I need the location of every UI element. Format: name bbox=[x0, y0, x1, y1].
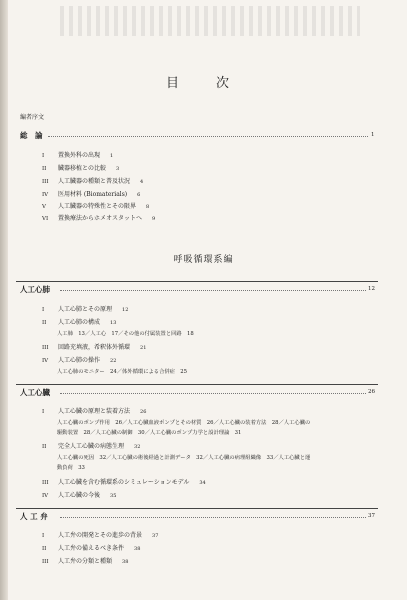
toc-item: I 人工弁の開発とその進歩の背景 37 bbox=[42, 532, 159, 539]
toc-subitems: 人工肺 13／人工心 17／その他の付属装置と回路 18 bbox=[57, 331, 194, 337]
section-shinpai-page: 12 bbox=[368, 286, 375, 292]
toc-item: I 置換外科の出現 1 bbox=[42, 152, 114, 159]
toc-item: VI 置換療法からホメオスタットへ 9 bbox=[42, 215, 156, 222]
toc-item: IV 人工心肺の操作 22 bbox=[42, 357, 117, 364]
section-rule bbox=[16, 384, 378, 385]
toc-item: IV 医用材料 (Biomaterials) 6 bbox=[42, 191, 141, 198]
section-soron-page: 1 bbox=[371, 132, 375, 138]
leader-dots bbox=[60, 517, 366, 518]
leader-dots bbox=[60, 393, 366, 394]
page-title: 目 次 bbox=[165, 76, 241, 91]
toc-subitems: 動負荷 33 bbox=[57, 465, 85, 471]
toc-item: II 人工心肺の構成 13 bbox=[42, 319, 117, 326]
toc-item: I 人工心臓の原理と装着方法 26 bbox=[42, 408, 147, 415]
toc-item: II 完全人工心臓の病態生理 32 bbox=[42, 443, 141, 450]
toc-item: III 人工弁の分類と種類 38 bbox=[42, 558, 129, 565]
toc-item: IV 人工心臓の今後 35 bbox=[42, 492, 117, 499]
section-shinzo-title: 人工心臓 bbox=[20, 388, 50, 397]
toc-subitems: 人工心臓の死因 32／人工心臓の術後経過と計測データ 32／人工心臓の病理組織像 33／人工心臓と運 bbox=[57, 455, 311, 461]
section-rule bbox=[16, 508, 378, 509]
toc-item: I 人工心肺とその原理 12 bbox=[42, 306, 129, 313]
section-rule bbox=[16, 281, 378, 282]
toc-subitems: 人工心肺のモニター 24／体外循環による合併症 25 bbox=[57, 369, 188, 375]
toc-subitems: 駆動装置 28／人工心臓の制御 30／人工心臓のポンプ力学と設計理論 31 bbox=[57, 430, 242, 436]
toc-subitems: 人工心臓のポンプ作用 26／人工心臓血液ポンプとその材質 26／人工心臓の装着方法 28／人工心臓の bbox=[57, 420, 311, 426]
section-ben-page: 37 bbox=[368, 513, 375, 519]
toc-item: III 回路充填液，希釈体外循環 21 bbox=[42, 344, 147, 351]
toc-item: V 人工臓器の特殊性とその限界 8 bbox=[42, 203, 150, 210]
part-title: 呼吸循環系編 bbox=[173, 255, 234, 265]
section-soron-title: 総 論 bbox=[20, 131, 43, 140]
section-shinzo-page: 26 bbox=[368, 389, 375, 395]
preface-entry: 編者序文 bbox=[20, 114, 45, 121]
toc-item: III 人工臓器の種類と普及状況 4 bbox=[42, 178, 144, 185]
section-shinpai-title: 人工心肺 bbox=[20, 285, 50, 294]
section-ben-title: 人 工 弁 bbox=[20, 512, 48, 521]
leader-dots bbox=[60, 290, 366, 291]
toc-item: III 人工心臓を含む循環系のシミュレーションモデル 34 bbox=[42, 479, 206, 486]
leader-dots bbox=[48, 136, 368, 137]
bleed-through-text bbox=[60, 6, 360, 36]
toc-item: II 臓器移植との比較 3 bbox=[42, 165, 120, 172]
toc-item: II 人工弁の備えるべき条件 38 bbox=[42, 545, 141, 552]
